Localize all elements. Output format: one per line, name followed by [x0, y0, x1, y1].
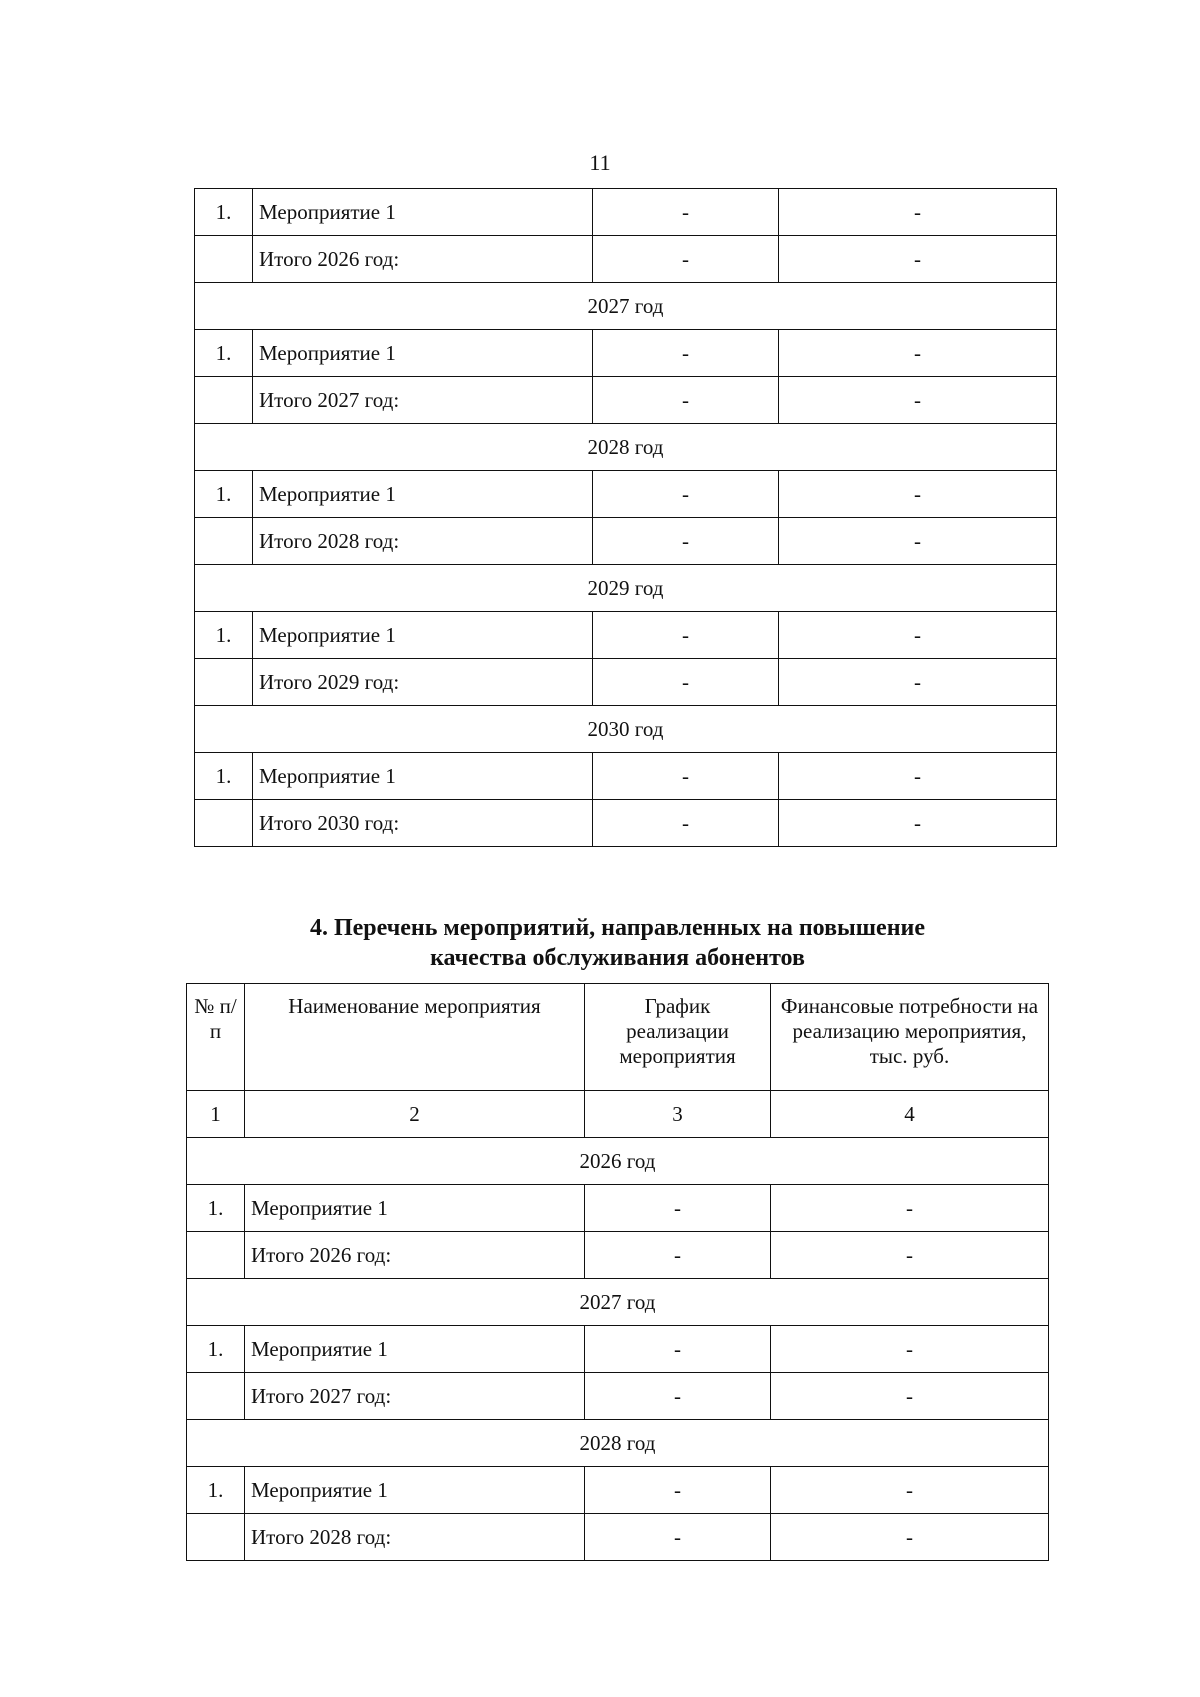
- finance-value: -: [779, 518, 1057, 565]
- finance-value: -: [771, 1514, 1049, 1561]
- event-name: Итого 2028 год:: [245, 1514, 585, 1561]
- header-schedule: График реализации мероприятия: [585, 984, 771, 1091]
- finance-value: -: [779, 753, 1057, 800]
- total-row: [195, 800, 1057, 847]
- event-name: Мероприятие 1: [253, 189, 593, 236]
- row-number: [195, 236, 253, 283]
- row-number: 1.: [195, 189, 253, 236]
- total-row: [195, 518, 1057, 565]
- event-row: [187, 1467, 1049, 1514]
- total-row: [187, 1232, 1049, 1279]
- row-number: 1.: [187, 1326, 245, 1373]
- total-row: [187, 1373, 1049, 1420]
- schedule-value: -: [593, 471, 779, 518]
- service-quality-events-table: [186, 983, 1049, 1561]
- year-label: 2027 год: [195, 283, 1057, 330]
- event-row: [195, 471, 1057, 518]
- row-number: [187, 1373, 245, 1420]
- schedule-value: -: [593, 612, 779, 659]
- schedule-value: -: [593, 189, 779, 236]
- event-name: Итого 2026 год:: [253, 236, 593, 283]
- finance-value: -: [771, 1185, 1049, 1232]
- table-header-row: [187, 984, 1049, 1091]
- column-number-row: [187, 1091, 1049, 1138]
- finance-value: -: [771, 1373, 1049, 1420]
- event-name: Итого 2028 год:: [253, 518, 593, 565]
- section-4-title: [186, 913, 1049, 973]
- finance-value: -: [779, 236, 1057, 283]
- row-number: 1.: [195, 330, 253, 377]
- year-label: 2030 год: [195, 706, 1057, 753]
- row-number: 1.: [195, 612, 253, 659]
- total-row: [195, 659, 1057, 706]
- schedule-value: -: [593, 236, 779, 283]
- row-number: [195, 518, 253, 565]
- year-row: [195, 283, 1057, 330]
- schedule-value: -: [585, 1467, 771, 1514]
- year-label: 2027 год: [187, 1279, 1049, 1326]
- year-row: [195, 706, 1057, 753]
- event-row: [195, 189, 1057, 236]
- year-label: 2028 год: [187, 1420, 1049, 1467]
- schedule-value: -: [593, 753, 779, 800]
- column-number: 3: [585, 1091, 771, 1138]
- finance-value: -: [771, 1467, 1049, 1514]
- column-number: 2: [245, 1091, 585, 1138]
- finance-value: -: [779, 471, 1057, 518]
- schedule-value: -: [585, 1185, 771, 1232]
- event-name: Мероприятие 1: [253, 753, 593, 800]
- event-row: [187, 1185, 1049, 1232]
- event-row: [195, 330, 1057, 377]
- schedule-value: -: [593, 330, 779, 377]
- event-name: Итого 2026 год:: [245, 1232, 585, 1279]
- events-table-continued: [194, 188, 1057, 847]
- year-row: [195, 565, 1057, 612]
- total-row: [187, 1514, 1049, 1561]
- year-row: [187, 1279, 1049, 1326]
- event-name: Итого 2027 год:: [245, 1373, 585, 1420]
- finance-value: -: [771, 1326, 1049, 1373]
- event-name: Мероприятие 1: [253, 471, 593, 518]
- finance-value: -: [779, 800, 1057, 847]
- event-name: Мероприятие 1: [245, 1185, 585, 1232]
- year-row: [187, 1420, 1049, 1467]
- year-label: 2026 год: [187, 1138, 1049, 1185]
- row-number: [195, 800, 253, 847]
- event-row: [195, 612, 1057, 659]
- event-row: [195, 753, 1057, 800]
- header-number: № п/п: [187, 984, 245, 1091]
- schedule-value: -: [585, 1373, 771, 1420]
- section-title-line-1: 4. Перечень мероприятий, направленных на повышение: [309, 915, 926, 941]
- event-name: Мероприятие 1: [245, 1467, 585, 1514]
- event-name: Мероприятие 1: [245, 1326, 585, 1373]
- row-number: [195, 659, 253, 706]
- finance-value: -: [779, 189, 1057, 236]
- schedule-value: -: [585, 1326, 771, 1373]
- section-title-line-2: качества обслуживания абонентов: [430, 945, 805, 971]
- schedule-value: -: [593, 659, 779, 706]
- year-label: 2028 год: [195, 424, 1057, 471]
- event-name: Итого 2029 год:: [253, 659, 593, 706]
- event-name: Мероприятие 1: [253, 612, 593, 659]
- finance-value: -: [779, 612, 1057, 659]
- column-number: 4: [771, 1091, 1049, 1138]
- total-row: [195, 236, 1057, 283]
- row-number: [195, 377, 253, 424]
- finance-value: -: [771, 1232, 1049, 1279]
- row-number: 1.: [187, 1467, 245, 1514]
- row-number: 1.: [195, 753, 253, 800]
- finance-value: -: [779, 377, 1057, 424]
- finance-value: -: [779, 659, 1057, 706]
- schedule-value: -: [593, 377, 779, 424]
- schedule-value: -: [593, 518, 779, 565]
- row-number: [187, 1232, 245, 1279]
- event-name: Итого 2027 год:: [253, 377, 593, 424]
- event-name: Мероприятие 1: [253, 330, 593, 377]
- year-label: 2029 год: [195, 565, 1057, 612]
- header-finance: Финансовые потребности на реализацию мероприятия, тыс. руб.: [771, 984, 1049, 1091]
- column-number: 1: [187, 1091, 245, 1138]
- header-name: Наименование мероприятия: [245, 984, 585, 1091]
- schedule-value: -: [593, 800, 779, 847]
- row-number: 1.: [187, 1185, 245, 1232]
- schedule-value: -: [585, 1232, 771, 1279]
- finance-value: -: [779, 330, 1057, 377]
- year-row: [195, 424, 1057, 471]
- year-row: [187, 1138, 1049, 1185]
- total-row: [195, 377, 1057, 424]
- schedule-value: -: [585, 1514, 771, 1561]
- event-row: [187, 1326, 1049, 1373]
- row-number: [187, 1514, 245, 1561]
- row-number: 1.: [195, 471, 253, 518]
- page-number: 11: [589, 150, 611, 175]
- event-name: Итого 2030 год:: [253, 800, 593, 847]
